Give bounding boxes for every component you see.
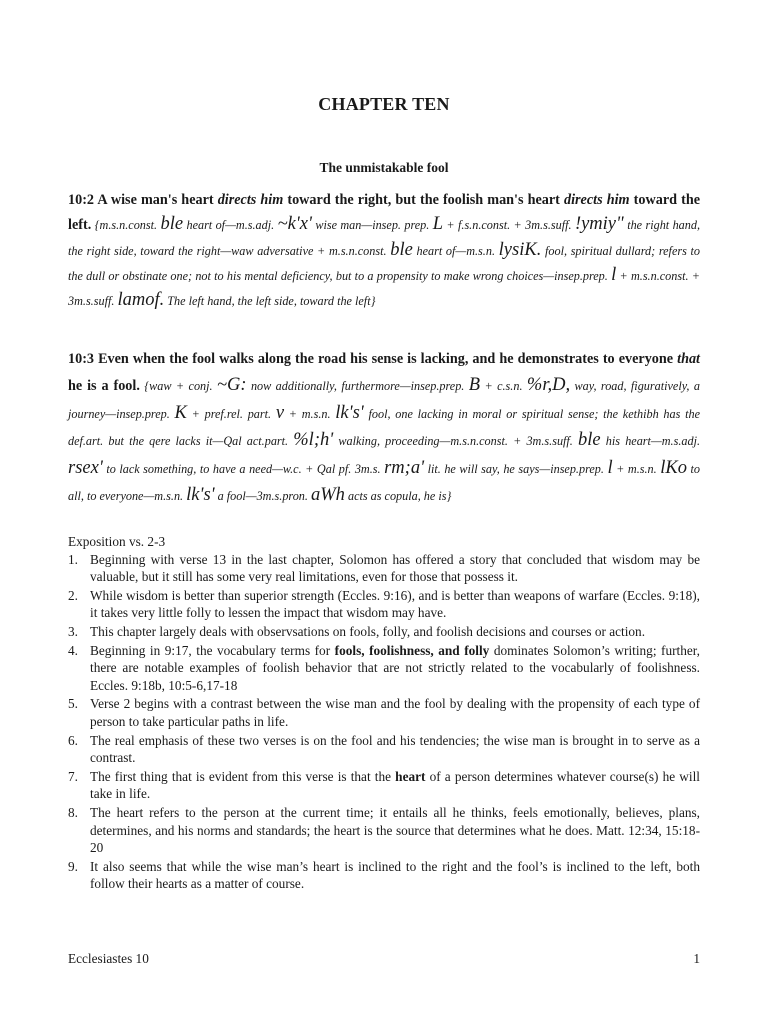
list-text: dominates Solomon’s writing; further, there are notable examples of foolish behavior that are not strictly related to the vocabularly of foolishness. Eccles. 9:18b, 10:5-6,17-18 xyxy=(90,642,700,693)
hebrew-word: v xyxy=(275,402,285,423)
hebrew-word: !ymiy" xyxy=(574,214,624,235)
hebrew-word: rm;a' xyxy=(384,457,425,478)
document-page xyxy=(68,0,700,1024)
list-number: 2. xyxy=(68,587,78,603)
exposition-heading: Exposition vs. 2-3 xyxy=(68,534,166,549)
list-number: 1. xyxy=(68,551,78,567)
verse-text-part: he is a fool. xyxy=(68,378,140,395)
list-text: The heart refers to the person at the current time; it entails all he thinks, feels emotionally, believes, plans, determines, and his norms and standards; the heart is the source that determines what he does. Matt. 12:34, 15:18-20 xyxy=(90,804,700,856)
grammar-part: fool, spiritual dullard; refers to the dull or obstinate one; not to his mental deficiency, but to a propensity to make wrong choices—insep.prep. xyxy=(68,243,700,283)
list-item xyxy=(68,642,700,695)
section-title: The unmistakable fool xyxy=(319,160,449,175)
verse-ref: 10:3 xyxy=(68,351,95,367)
verse-text-part: toward the right, but the foolish man's heart xyxy=(283,192,564,208)
list-text: It also seems that while the wise man’s heart is inclined to the right and the fool’s is inclined to the left, both follow their hearts as a matter of course. xyxy=(90,858,700,892)
list-number: 9. xyxy=(68,858,78,874)
hebrew-word: %l;h' xyxy=(293,430,334,451)
grammar-part: acts as copula, he is} xyxy=(344,489,452,504)
hebrew-word: lysiK. xyxy=(498,239,542,260)
list-item xyxy=(68,551,700,586)
verse-text-part: A wise man's heart xyxy=(94,192,218,208)
hebrew-word: aWh xyxy=(311,485,345,506)
list-text: Beginning in 9:17, the vocabulary terms for xyxy=(90,642,335,658)
verse-emphasis: directs him xyxy=(564,192,630,208)
hebrew-word: ~k'x' xyxy=(277,214,312,235)
hebrew-word: ble xyxy=(390,239,413,260)
hebrew-word: K xyxy=(174,402,187,423)
grammar-part: to lack something, to have a need—w.c. + Qal pf. 3m.s. xyxy=(102,461,385,476)
grammar-part: his heart—m.s.adj. xyxy=(600,434,701,449)
grammar-note xyxy=(68,375,701,506)
list-text: While wisdom is better than superior strength (Eccles. 9:16), and is better than weapons of warfare (Eccles. 9:18), it takes very little folly to lessen the impact that wisdom may have. xyxy=(90,587,700,621)
hebrew-word: lamof. xyxy=(117,290,165,311)
grammar-part: + pref.rel. part. xyxy=(186,406,276,421)
verse-10-3 xyxy=(68,346,700,509)
list-item xyxy=(68,804,700,857)
list-text: of a person determines whatever course(s) he will take in life. xyxy=(90,768,700,802)
grammar-note xyxy=(68,214,701,311)
list-text: This chapter largely deals with observsations on fools, folly, and foolish decisions and courses or action. xyxy=(90,623,646,639)
grammar-part: + m.s.n.const. + 3m.s.suff. xyxy=(68,268,701,309)
grammar-part: heart of—m.s.n. xyxy=(412,243,499,258)
grammar-part: walking, proceeding—m.s.n.const. + 3m.s.suff. xyxy=(333,434,579,449)
hebrew-word: l xyxy=(607,457,613,478)
grammar-part: now additionally, furthermore—insep.prep. xyxy=(246,379,469,394)
verse-text-part: Even when the fool walks along the road his sense is lacking, and he demonstrates to everyone xyxy=(94,351,678,367)
list-text-bold: fools, foolishness, and folly xyxy=(334,642,490,658)
hebrew-word: L xyxy=(432,214,443,235)
grammar-part: way, road, figuratively, a journey—insep.prep. xyxy=(68,379,700,421)
hebrew-word: lk's' xyxy=(186,485,215,506)
hebrew-word: B xyxy=(468,375,481,396)
verse-emphasis: that xyxy=(677,351,700,367)
grammar-part: wise man—insep. prep. xyxy=(311,218,433,233)
list-number: 8. xyxy=(68,804,78,820)
list-item xyxy=(68,768,700,803)
list-item xyxy=(68,858,700,893)
hebrew-word: lKo xyxy=(660,457,687,478)
grammar-part: the right hand, the right side, toward the right—waw adversative + m.s.n.const. xyxy=(68,218,700,258)
grammar-part: + c.s.n. xyxy=(480,379,527,394)
grammar-part: a fool—3m.s.pron. xyxy=(214,489,311,504)
list-number: 7. xyxy=(68,768,78,784)
hebrew-word: l xyxy=(611,264,617,285)
list-text: The first thing that is evident from this verse is that the xyxy=(90,768,396,784)
grammar-part: + f.s.n.const. + 3m.s.suff. xyxy=(443,218,575,233)
chapter-title: CHAPTER TEN xyxy=(318,94,450,114)
list-text: Beginning with verse 13 in the last chapter, Solomon has offered a story that concluded that wisdom may be valuable, but it still has some very real limitations, even for those that possess it. xyxy=(90,551,700,585)
hebrew-word: ble xyxy=(578,430,601,451)
verse-text-part: toward the left. xyxy=(68,192,701,234)
list-number: 3. xyxy=(68,623,78,639)
list-item xyxy=(68,732,700,767)
list-number: 6. xyxy=(68,732,78,748)
list-item xyxy=(68,587,700,622)
hebrew-word: rsex' xyxy=(68,457,103,478)
verse-10-2 xyxy=(68,188,700,313)
verse-emphasis: directs him xyxy=(217,192,284,208)
grammar-part: + m.s.n. xyxy=(284,406,336,421)
hebrew-word: ~G: xyxy=(217,375,247,396)
grammar-part: {m.s.n.const. xyxy=(91,218,161,233)
footer-book-title: Ecclesiastes 10 xyxy=(68,951,149,966)
grammar-part: fool, one lacking in moral or spiritual sense; the kethibh has the def.art. but the qere lacks it—Qal act.part. xyxy=(68,406,700,449)
grammar-part: {waw + conj. xyxy=(139,379,217,394)
grammar-part: The left hand, the left side, toward the left} xyxy=(164,294,376,309)
grammar-part: to all, to everyone—m.s.n. xyxy=(68,461,700,504)
grammar-part: lit. he will say, he says—insep.prep. xyxy=(424,461,608,476)
list-text-bold: heart xyxy=(395,768,426,784)
list-number: 5. xyxy=(68,696,78,712)
list-number: 4. xyxy=(68,642,78,658)
grammar-part: + m.s.n. xyxy=(612,461,661,476)
hebrew-word: lk's' xyxy=(335,402,364,423)
list-item xyxy=(68,623,700,641)
hebrew-word: %r,D, xyxy=(526,375,571,396)
list-text: The real emphasis of these two verses is on the fool and his tendencies; the wise man is brought in to serve as a contrast. xyxy=(90,732,700,766)
verse-ref: 10:2 xyxy=(68,192,95,208)
hebrew-word: ble xyxy=(160,214,184,235)
list-item xyxy=(68,695,700,730)
exposition-list xyxy=(68,551,700,893)
exposition-section xyxy=(68,533,700,894)
grammar-part: heart of—m.s.adj. xyxy=(183,218,278,233)
list-text: Verse 2 begins with a contrast between the wise man and the fool by dealing with the propensity of each type of person to take particular paths in life. xyxy=(90,696,700,729)
page-number: 1 xyxy=(693,951,700,966)
